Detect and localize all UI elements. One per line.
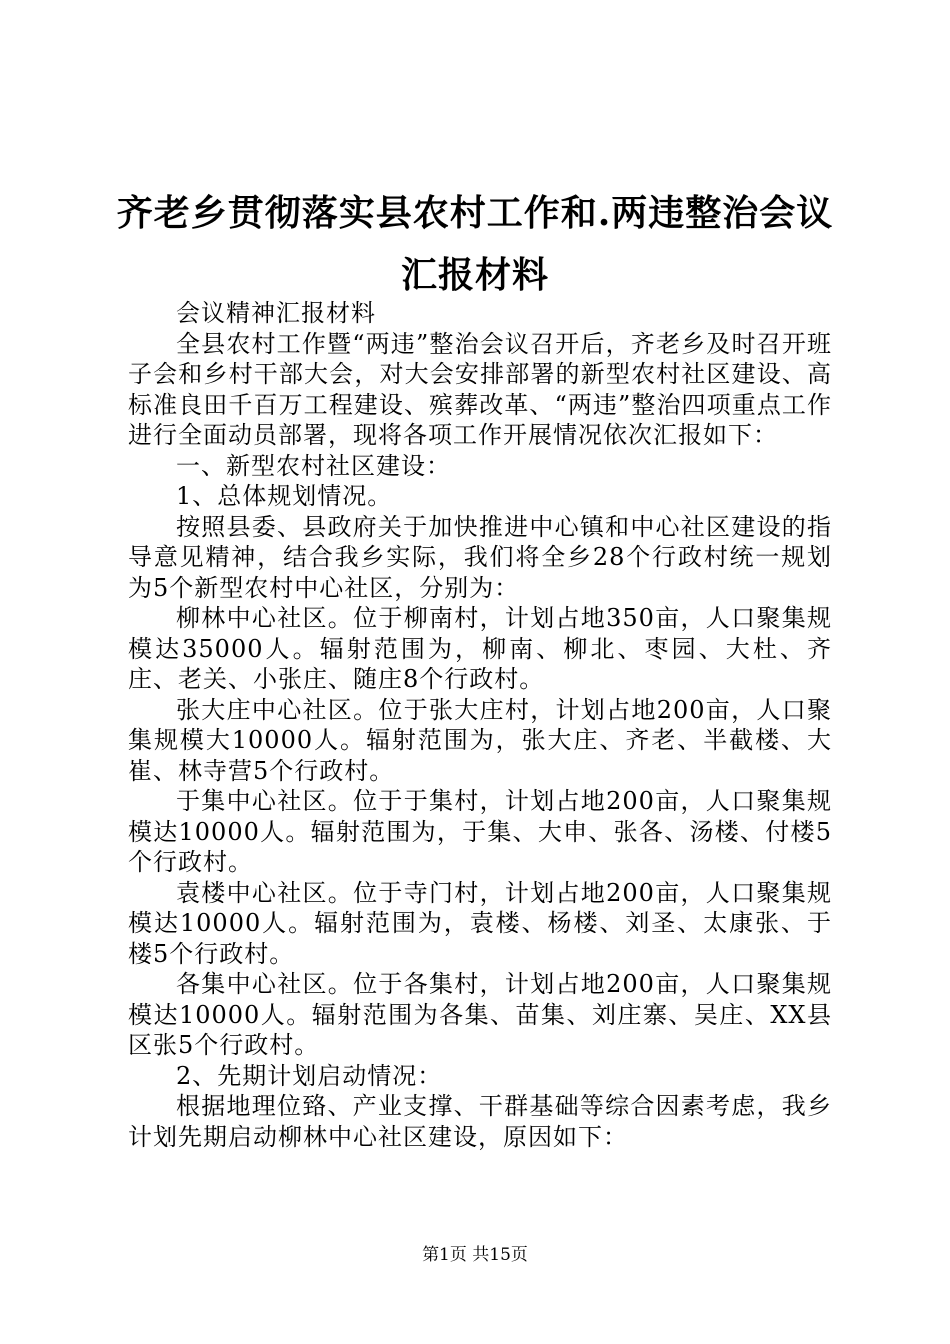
paragraph: 各集中心社区。位于各集村，计划占地200亩，人口聚集规模达10000人。辐射范围为各集、苗集、刘庄寨、吴庄、XX县区张5个行政村。 xyxy=(128,970,832,1059)
paragraph: 柳林中心社区。位于柳南村，计划占地350亩，人口聚集规模达35000人。辐射范围为，柳南、柳北、枣园、大杜、齐庄、老关、小张庄、随庄8个行政村。 xyxy=(128,604,832,693)
paragraph: 全县农村工作暨“两违”整治会议召开后，齐老乡及时召开班子会和乡村干部大会，对大会安排部署的新型农村社区建设、高标准良田千百万工程建设、殡葬改革、“两违”整治四项重点工作进行全面动员部署，现将各项工作开展情况依次汇报如下： xyxy=(128,329,832,449)
paragraph: 于集中心社区。位于于集村，计划占地200亩，人口聚集规模达10000人。辐射范围为，于集、大申、张各、汤楼、付楼5个行政村。 xyxy=(128,787,832,876)
document-title: 齐老乡贯彻落实县农村工作和.两违整治会议汇报材料 xyxy=(116,192,834,296)
paragraph: 袁楼中心社区。位于寺门村，计划占地200亩，人口聚集规模达10000人。辐射范围为，袁楼、杨楼、刘圣、太康张、于楼5个行政村。 xyxy=(128,878,832,968)
subsection-heading: 1、总体规划情况。 xyxy=(176,482,393,510)
subsection-heading: 2、先期计划启动情况： xyxy=(176,1061,443,1090)
paragraph: 张大庄中心社区。位于张大庄村，计划占地200亩，人口聚集规模大10000人。辐射范围为，张大庄、齐老、半截楼、大崔、林寺营5个行政村。 xyxy=(128,695,832,785)
paragraph: 会议精神汇报材料 xyxy=(176,299,376,327)
page-footer: 第1页 共15页 xyxy=(422,1245,528,1265)
paragraph: 根据地理位臵、产业支撑、干群基础等综合因素考虑，我乡计划先期启动柳林中心社区建设，原因如下： xyxy=(128,1092,832,1151)
section-heading: 一、新型农村社区建设： xyxy=(176,451,451,480)
paragraph: 按照县委、县政府关于加快推进中心镇和中心社区建设的指导意见精神，结合我乡实际，我们将全乡28个行政村统一规划为5个新型农村中心社区，分别为： xyxy=(128,512,832,602)
document-body xyxy=(128,298,832,1152)
